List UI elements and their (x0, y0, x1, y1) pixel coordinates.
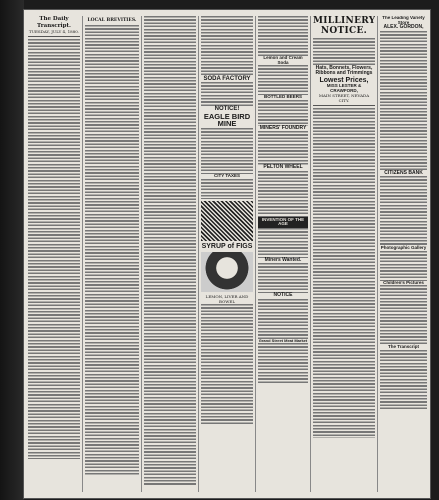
column-4-top-text (201, 16, 253, 76)
notice-heading: NOTICE! (214, 106, 240, 113)
lemon-cream-soda-heading: Lemon and Cream Soda (263, 55, 303, 65)
bottled-beers-heading: BOTTLED BEERS (263, 94, 302, 100)
column-2 (85, 16, 139, 492)
column-4 (201, 16, 253, 492)
column-7 (380, 16, 427, 492)
photographic-gallery-heading: Photographic Gallery (380, 244, 427, 250)
invention-of-age-heading: INVENTION OF THE AGE (258, 217, 308, 228)
miners-wanted-heading: Miners Wanted. (264, 257, 302, 264)
childrens-pictures-heading: Children's Pictures (383, 279, 424, 285)
soda-factory-heading: SODA FACTORY (203, 76, 251, 82)
lemon-liver-bowel-text: LEMON, LIVER AND BOWEL (205, 294, 249, 305)
city-taxes-heading: CITY TAXES (213, 173, 241, 179)
leading-variety-store-heading: The Leading Variety Store (382, 16, 425, 25)
column-1-body-text (28, 39, 80, 459)
date-line: TUESDAY, JULY 4, 1880. (28, 29, 80, 35)
newspaper-page (24, 10, 430, 498)
eagle-bird-mine-heading: EAGLE BIRD MINE (203, 111, 251, 129)
citizens-bank-heading: CITIZENS BANK (384, 169, 423, 176)
binding-shadow (0, 0, 24, 500)
millinery-notice-heading: MILLINERY NOTICE. (313, 16, 375, 36)
notice-heading-2: NOTICE (273, 292, 293, 299)
ornamental-ad-image (201, 201, 253, 241)
transcript-heading: The Transcript (387, 344, 419, 350)
lester-crawford-heading: MISS LESTER & CRAWFORD, (326, 82, 362, 93)
column-6 (313, 16, 375, 492)
masthead: The Daily Transcript. (37, 16, 71, 29)
woman-portrait-ad-image (201, 252, 253, 292)
column-1 (28, 16, 80, 492)
column-3 (144, 16, 196, 492)
local-brevities-heading: LOCAL BREVITIES. (87, 18, 137, 23)
pelton-wheel-heading: PELTON WHEEL (263, 164, 303, 171)
hats-bonnets-heading: Hats, Bonnets, Flowers, Ribbons and Trimmings (315, 65, 373, 77)
lowest-prices-heading: Lowest Prices, (319, 76, 369, 84)
miners-foundry-heading: MINERS' FOUNDRY (259, 125, 307, 132)
syrup-of-figs-ad: SYRUP of FIGS (201, 243, 253, 251)
column-5 (258, 16, 308, 492)
alex-gordon-heading: ALEX. GORDON, (383, 24, 424, 31)
meat-market-heading: Grand Street Meat Market (258, 337, 308, 343)
main-street-text: MAIN STREET, NEVADA CITY. (318, 93, 370, 104)
column-2-body-text (85, 25, 139, 475)
column-3-body-text (144, 16, 196, 486)
